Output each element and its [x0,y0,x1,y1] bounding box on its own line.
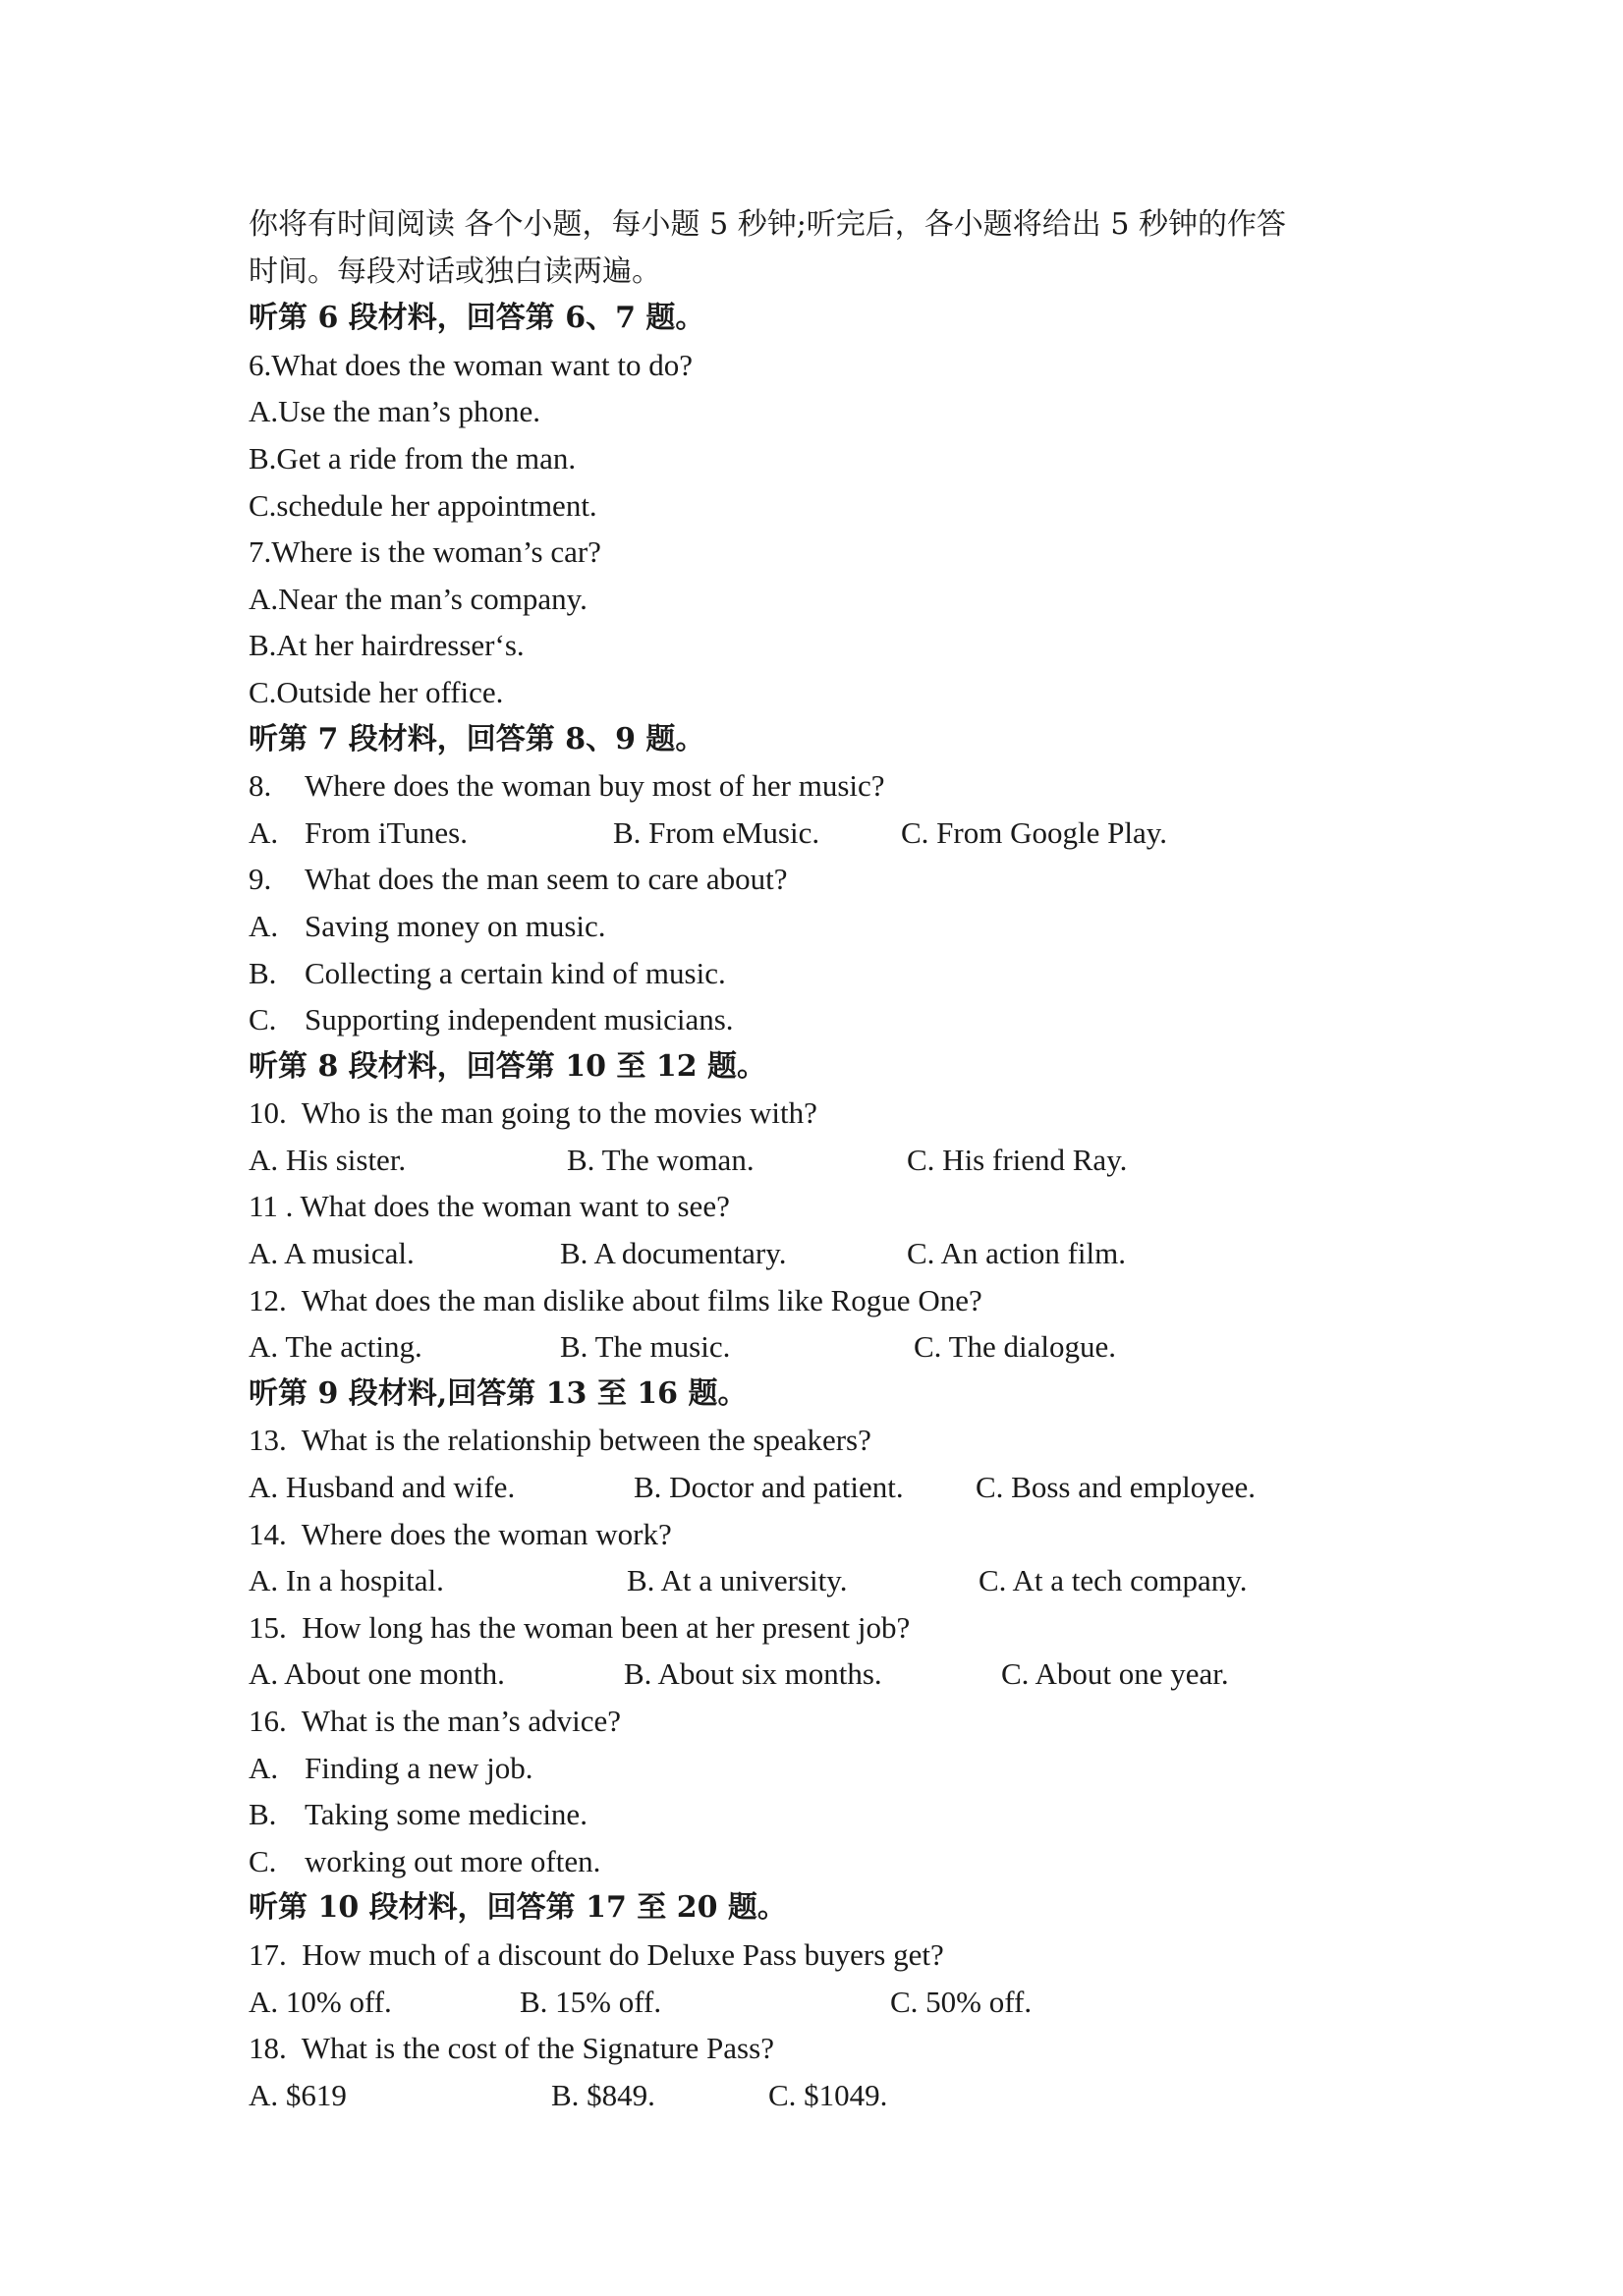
section-heading: 听第 7 段材料，回答第 8、9 题。 [249,721,705,756]
option-letter: A. [249,814,279,850]
option: B. About six months. [624,1656,882,1692]
question-text: Where does the woman buy most of her music? [305,768,885,804]
option: A. The acting. [249,1329,422,1365]
option: C. At a tech company. [979,1563,1248,1598]
option: C. $1049. [768,2077,888,2112]
section-heading: 听第 8 段材料，回答第 10 至 12 题。 [249,1048,767,1084]
options-row [249,1651,1427,1698]
option: C.schedule her appointment. [249,487,597,523]
section-heading: 听第 9 段材料,回答第 13 至 16 题。 [249,1375,748,1411]
option-letter: C. [249,1002,277,1037]
options-row [249,1464,1427,1511]
options-row [249,1323,1427,1371]
options-row [249,2072,1427,2119]
option: C. 50% off. [890,1984,1033,2019]
option: B. A documentary. [560,1236,787,1271]
option: B. The woman. [567,1142,755,1177]
options-row [249,1557,1427,1604]
options-row [249,1230,1427,1277]
option: C. The dialogue. [914,1329,1117,1365]
option: C. Supporting independent musicians. [249,996,1427,1043]
question-number: 8. [249,768,272,804]
option: B. $849. [551,2077,655,2112]
question-text: What does the man seem to care about? [305,862,788,897]
option: B. Doctor and patient. [634,1470,904,1505]
question-stem: 13. What is the relationship between the speakers? [249,1423,871,1458]
option: B. Collecting a certain kind of music. [249,950,1427,997]
instruction-line: 你将有时间阅读 各个小题，每小题 5 秒钟;听完后，各小题将给出 5 秒钟的作答 [249,207,1286,242]
question-stem: 10. Who is the man going to the movies with? [249,1095,817,1131]
option: A. Saving money on music. [249,903,1427,950]
option: From iTunes. [305,814,468,850]
option: B. The music. [560,1329,731,1365]
instruction-line: 时间。每段对话或独白读两遍。 [249,253,661,289]
option: C. From Google Play. [901,814,1167,850]
option: A. 10% off. [249,1984,392,2019]
options-row [249,1137,1427,1184]
option-letter: C. [249,1843,277,1878]
option: B.At her hairdresser‘s. [249,628,525,663]
option: B. 15% off. [520,1984,662,2019]
question-stem: 11 . What does the woman want to see? [249,1189,730,1224]
option: B. Taking some medicine. [249,1791,1427,1838]
option: A. In a hospital. [249,1563,444,1598]
option: C. Boss and employee. [976,1470,1256,1505]
listening-section [249,201,1427,2118]
option-letter: B. [249,1797,277,1832]
option: B.Get a ride from the man. [249,440,577,476]
option: A. Husband and wife. [249,1470,516,1505]
section-heading: 听第 6 段材料，回答第 6、7 题。 [249,301,705,336]
question-stem: 15. How long has the woman been at her present job? [249,1609,911,1645]
option: C. His friend Ray. [907,1142,1128,1177]
section-heading: 听第 10 段材料，回答第 17 至 20 题。 [249,1890,787,1926]
option: A. $619 [249,2077,347,2112]
question-stem: 12. What does the man dislike about films like Rogue One? [249,1282,982,1317]
question-stem: 18. What is the cost of the Signature Pass? [249,2031,774,2066]
option: B. From eMusic. [613,814,820,850]
question-stem: 16. What is the man’s advice? [249,1704,622,1738]
question-stem: 14. Where does the woman work? [249,1516,672,1551]
question-stem: 6.What does the woman want to do? [249,347,693,382]
question-stem: 17. How much of a discount do Deluxe Pass buyers get? [249,1936,944,1972]
option: A.Near the man’s company. [249,581,588,616]
question-number: 9. [249,862,272,897]
options-row [249,1979,1427,2026]
option: B. At a university. [627,1563,848,1598]
option: A. A musical. [249,1236,415,1271]
option-letter: B. [249,955,277,990]
option: C. An action film. [907,1236,1127,1271]
option: C. working out more often. [249,1838,1427,1885]
option: A. Finding a new job. [249,1745,1427,1792]
option: C. About one year. [1001,1656,1229,1692]
option: A. About one month. [249,1656,505,1692]
options-row [249,810,1427,857]
option-letter: A. [249,1750,279,1785]
question-stem [249,762,1427,810]
option: A.Use the man’s phone. [249,394,541,429]
option-letter: A. [249,908,279,943]
option: A. His sister. [249,1142,407,1177]
question-stem: 7.Where is the woman’s car? [249,534,601,570]
question-stem [249,856,1427,903]
option: C.Outside her office. [249,674,504,709]
